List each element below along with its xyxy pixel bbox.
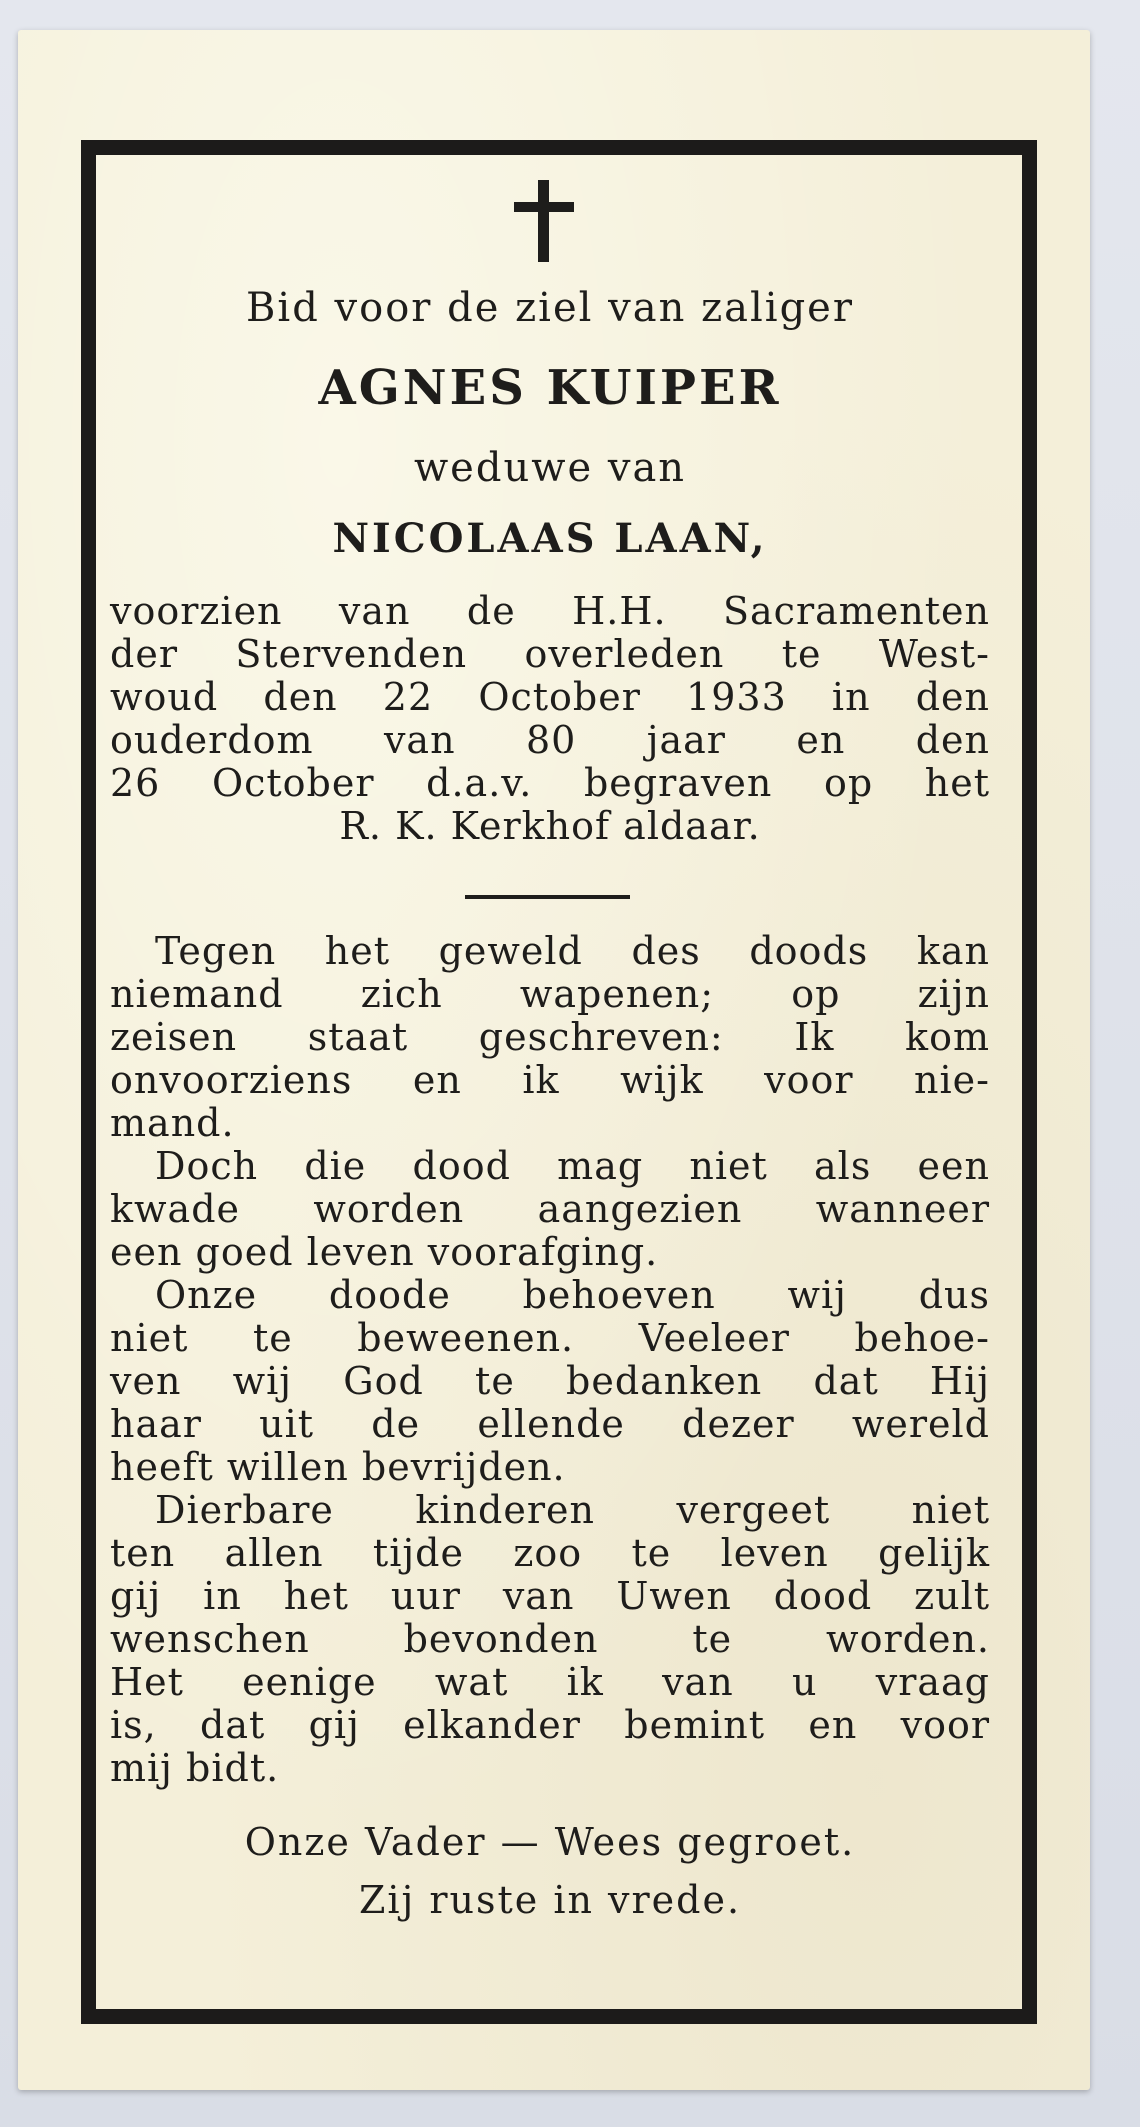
- obituary-line: woud den 22 October 1933 in den: [110, 675, 990, 719]
- divider-rule: [465, 895, 630, 899]
- verse-line: Het eenige wat ik van u vraag: [110, 1660, 990, 1704]
- verse-line: ven wij God te bedanken dat Hij: [110, 1359, 990, 1403]
- verse-line: ten allen tijde zoo te leven gelijk: [110, 1531, 990, 1575]
- latin-cross-icon: [514, 180, 574, 262]
- verse-line: kwade worden aangezien wanneer: [110, 1187, 990, 1231]
- verse-line: Doch die dood mag niet als een: [155, 1144, 990, 1188]
- verse-line: Tegen het geweld des doods kan: [155, 929, 990, 973]
- verse-line: haar uit de ellende dezer wereld: [110, 1402, 990, 1446]
- obituary-paragraph: [110, 590, 990, 848]
- verse-line: wenschen bevonden te worden.: [110, 1617, 990, 1661]
- verse-line: niemand zich wapenen; op zijn: [110, 972, 990, 1016]
- verse-line: niet te beweenen. Veeleer behoe-: [110, 1316, 990, 1360]
- obituary-line: voorzien van de H.H. Sacramenten: [110, 589, 990, 633]
- widow-of-line: weduwe van: [413, 445, 687, 491]
- obituary-line: ouderdom van 80 jaar en den: [110, 718, 990, 762]
- verse-line: gij in het uur van Uwen dood zult: [110, 1574, 990, 1618]
- verse-line: mij bidt.: [110, 1746, 280, 1790]
- verse-line: zeisen staat geschreven: Ik kom: [110, 1015, 990, 1059]
- verse-line: mand.: [110, 1101, 235, 1145]
- deceased-name: AGNES KUIPER: [318, 360, 782, 416]
- obituary-line: der Stervenden overleden te West-: [110, 632, 990, 676]
- verse-line: een goed leven voorafging.: [110, 1230, 659, 1274]
- verse-paragraph: [110, 930, 990, 1790]
- verse-line: heeft willen bevrijden.: [110, 1445, 566, 1489]
- intro-line: Bid voor de ziel van zaliger: [246, 285, 854, 331]
- obituary-line: R. K. Kerkhof aldaar.: [339, 804, 761, 848]
- verse-line: Onze doode behoeven wij dus: [155, 1273, 990, 1317]
- prayer-line: Onze Vader — Wees gegroet.: [244, 1820, 856, 1864]
- verse-line: is, dat gij elkander bemint en voor: [110, 1703, 990, 1747]
- obituary-line: 26 October d.a.v. begraven op het: [110, 761, 990, 805]
- verse-line: onvoorziens en ik wijk voor nie-: [110, 1058, 990, 1102]
- husband-name: NICOLAAS LAAN,: [332, 515, 768, 562]
- rest-in-peace-line: Zij ruste in vrede.: [358, 1878, 742, 1922]
- verse-line: Dierbare kinderen vergeet niet: [155, 1488, 990, 1532]
